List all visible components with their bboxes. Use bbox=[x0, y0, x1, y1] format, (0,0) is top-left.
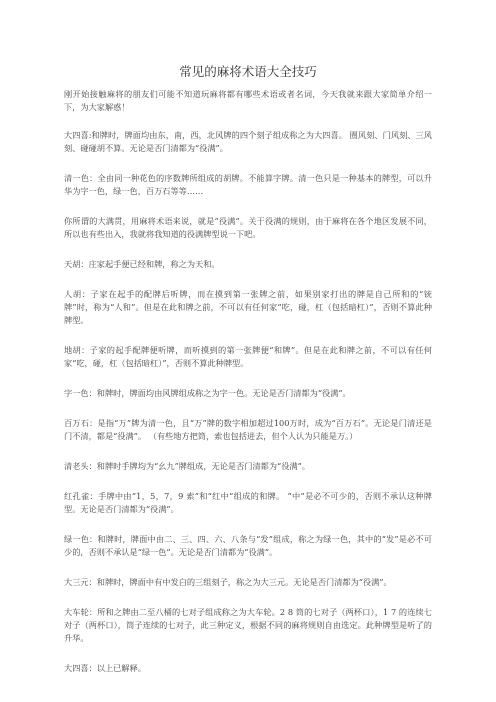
paragraph-ren-hu: 人胡：子家在起手的配牌后听牌，而在摸到第一张牌之前，如果别家打出的牌是自己所和的“铳牌”时，称为“人和”。但是在此和牌之前，不可以有任何家“吃，碰，杠（包括暗杠）”，否则不算此种牌型。 bbox=[64, 289, 432, 325]
page-title: 常见的麻将术语大全技巧 bbox=[179, 64, 317, 79]
paragraph-zi-yi-se: 字一色：和牌时，牌面均由风牌组成称之为字一色。无论是否门清都为“役满”。 bbox=[64, 388, 351, 398]
paragraph-hong-kong-que: 红孔雀：手牌中由“1，5，7，9 索”和“红中”组成的和牌。 “中”是必不可少的，否则不承认这种牌型。无论是否门清都为“役满”。 bbox=[64, 491, 432, 514]
document-body bbox=[64, 88, 432, 692]
paragraph-tian-hu: 天胡：庄家起手便已经和牌，称之为天和。 bbox=[64, 259, 220, 269]
paragraph-lv-yi-se: 绿一色：和牌时，牌面中由二、三、四、六、八条与“发”组成，称之为绿一色，其中的“发”是必不可少的，否则不承认是“绿一色”。无论是否门清都为“役满”。 bbox=[64, 534, 432, 557]
paragraph-bai-wan-shi: 百万石：是指“万”牌为清一色，且“万”牌的数字相加超过100万时，成为“百万石”。无论是门清还是门不清，都是“役满”。 （有些地方把筒，索也包括进去，但个人认为只能是万。） bbox=[64, 418, 432, 441]
paragraph-da-si-xi: 大四喜:和牌时，牌面均由东，南，西，北风牌的四个刻子组成称之为大四喜。 圈风刻、门风刻、三风刻、碰碰胡不算。无论是否门清都为“役满”。 bbox=[64, 130, 432, 153]
intro-paragraph: 刚开始接触麻将的朋友们可能不知道玩麻将都有哪些术语或者名词，今天我就来跟大家简单介绍一下，为大家解惑！ bbox=[64, 89, 432, 112]
paragraph-qing-lao-tou: 清老头：和牌时手牌均为“幺九”牌组成，无论是否门清都为“役满”。 bbox=[64, 461, 310, 471]
paragraph-di-hu: 地胡：子家的起手配牌便听牌，而听摸到的第一张牌便“和牌”。但是在此和牌之前，不可以有任何家“吃，碰，杠（包括暗杠）”，否则不算此种牌型。 bbox=[64, 345, 432, 368]
paragraph-da-si-xi-note: 大四喜：以上已解释。 bbox=[64, 663, 146, 673]
paragraph-da-che-lun: 大车轮：所和之牌由二至八桶的七对子组成称之为大车轮。2 8 筒的七对子（两杯口），1 7 的连续七对子（两杯口），筒子连续的七对子，此三种定义，根据不同的麻将规则自由选定。此种牌型是听了的升华。 bbox=[64, 607, 432, 643]
paragraph-da-san-yuan: 大三元：和牌时，牌面中有中发白的三组刻子，称之为大三元。无论是否门清都为“役满”。 bbox=[64, 577, 392, 587]
paragraph-qing-yi-se: 清一色：全由同一种花色的序数牌所组成的胡牌。不能算字牌。清一色只是一种基本的牌型，可以升华为字一色，绿一色，百万石等等…… bbox=[64, 173, 432, 196]
paragraph-yi-man: 你所谓的大满贯，用麻将术语来说，就是“役满”。关于役满的规则，由于麻将在各个地区发展不同，所以也有些出入，我就将我知道的役满牌型说一下吧。 bbox=[64, 216, 432, 239]
